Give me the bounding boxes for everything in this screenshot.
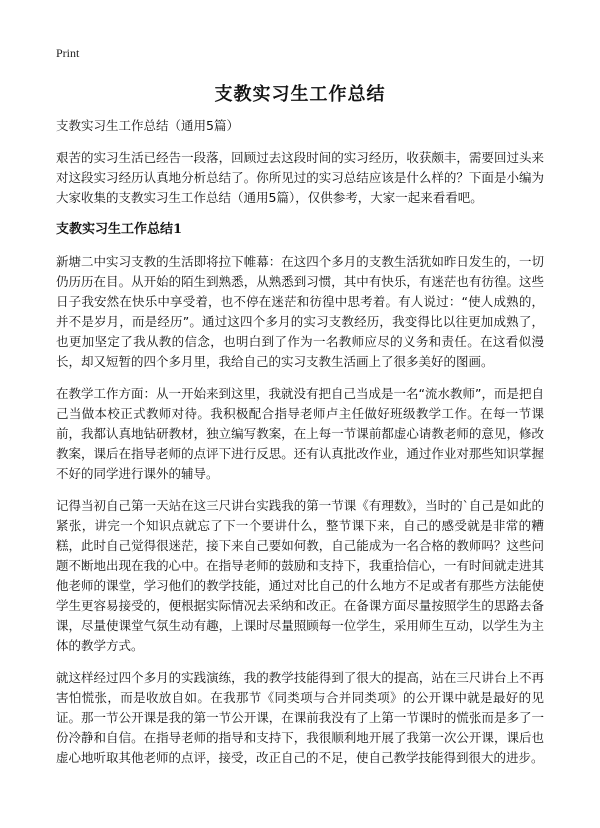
intro-paragraph: 艰苦的实习生活已经告一段落，回顾过去这段时间的实习经历，收获颇丰，需要回过头来对这段实习经历认真地分析总结了。你所见过的实习总结应该是什么样的？下面是小编为大家收集的支教实习生工作总结（通用5篇），仅供参考，大家一起来看看吧。 <box>56 150 544 205</box>
body-paragraph-4: 就这样经过四个多月的实践演练，我的教学技能得到了很大的提高，站在三尺讲台上不再害怕慌张，而是收放自如。在我那节《同类项与合并同类项》的公开课中就是最好的见证。那一节公开课是我的第一节公开课，在课前我没有了上第一节课时的慌张而是多了一份冷静和自信。在指导老师的指导和支持下，我很顺利地开展了我第一次公开课，课后也虚心地听取其他老师的点评，接受，改正自己的不足，使自己教学技能得到很大的进步。 <box>56 670 544 765</box>
print-link[interactable]: Print <box>56 46 80 60</box>
page-title: 支教实习生工作总结 <box>214 84 386 105</box>
body-paragraph-2: 在教学工作方面：从一开始来到这里，我就没有把自己当成是一名“流水教师”，而是把自己当做本校正式教师对待。我积极配合指导老师卢主任做好班级教学工作。在每一节课前，我都认真地钻研教材，独立编写教案，在上每一节课前都虚心请教老师的意见，修改教案，课后在指导老师的点评下进行反思。还有认真批改作业，通过作业对那些知识掌握不好的同学进行课外的辅导。 <box>56 386 544 481</box>
document-subtitle: 支教实习生工作总结（通用5篇） <box>56 118 239 133</box>
body-paragraph-1: 新塘二中实习支教的生活即将拉下帷幕：在这四个多月的支教生活犹如昨日发生的，一切仍历历在目。从开始的陌生到熟悉，从熟悉到习惯，其中有快乐，有迷茫也有彷徨。这些日子我安然在快乐中享受着，也不停在迷茫和彷徨中思考着。有人说过：“使人成熟的，并不是岁月，而是经历”。通过这四个多月的实习支教经历，我变得比以往更加成熟了，也更加坚定了我从教的信念，也明白到了作为一名教师应尽的义务和责任。在这看似漫长，却又短暂的四个多月里，我给自己的实习支教生活画上了很多美好的图画。 <box>56 254 544 369</box>
section-heading: 支教实习生工作总结1 <box>56 222 183 237</box>
body-paragraph-3: 记得当初自己第一天站在这三尺讲台实践我的第一节课《有理数》，当时的`自己是如此的紧张，讲完一个知识点就忘了下一个要讲什么，整节课下来，自己的感受就是非常的糟糕，此时自己觉得很迷茫，接下来自己要如何教，自己能成为一名合格的教师吗？这些问题不断地出现在我的心中。在指导老师的鼓励和支持下，我重拾信心，一有时间就走进其他老师的课堂，学习他们的教学技能，通过对比自己的什么地方不足或者有那些方法能使学生更容易接受的，便根据实际情况去采纳和改正。在备课方面尽量按照学生的思路去备课，尽量使课堂气氛生动有趣，上课时尽量照顾每一位学生，采用师生互动，以学生为主体的教学方式。 <box>56 498 544 653</box>
document-body <box>56 116 544 780</box>
